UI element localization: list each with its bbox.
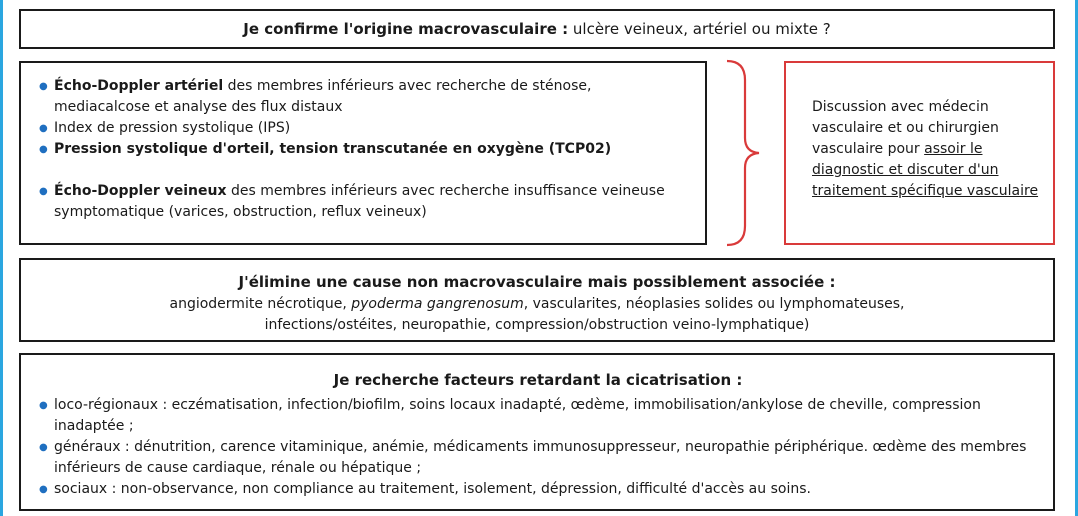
non-macrovascular-box: [19, 258, 1055, 342]
factor-local-text: loco-régionaux : eczématisation, infection/biofilm, soins locaux inadapté, œdème, immobilisation/ankylose de cheville, compression inadaptée ;: [54, 397, 981, 434]
exam-venous-doppler-text: des membres inférieurs avec recherche insuffisance veineuse symptomatique (varices, obstruction, reflux veineux): [54, 183, 665, 220]
causes-text-line2: infections/ostéites, neuropathie, compression/obstruction veino-lymphatique): [264, 317, 810, 333]
healing-factors-box: [19, 353, 1055, 511]
causes-text-a: angiodermite nécrotique,: [169, 296, 352, 312]
list-item: [37, 118, 691, 139]
list-item: [37, 479, 1039, 500]
exam-venous-doppler-label: Écho-Doppler veineux: [54, 183, 227, 199]
exam-arterial-doppler-text: des membres inférieurs avec recherche de sténose, mediacalcose et analyse des flux distaux: [54, 78, 592, 115]
non-macrovascular-title: J'élimine une cause non macrovasculaire mais possiblement associée :: [238, 273, 836, 291]
list-item: [37, 395, 1039, 437]
causes-text-italic: pyoderma gangrenosum: [351, 296, 524, 312]
healing-factors-title: Je recherche facteurs retardant la cicatrisation :: [333, 371, 743, 389]
bullet-icon: ●: [39, 144, 48, 155]
vascular-discussion-text: Discussion avec médecin vasculaire et ou chirurgien vasculaire pour: [812, 99, 999, 157]
bullet-icon: ●: [39, 81, 48, 92]
bullet-icon: ●: [39, 186, 48, 197]
confirm-origin-question: ulcère veineux, artériel ou mixte ?: [568, 20, 831, 38]
curly-brace-icon: [723, 58, 765, 248]
exam-ips-text: Index de pression systolique (IPS): [54, 120, 291, 136]
list-item: [37, 139, 691, 160]
causes-text-b: , vascularites, néoplasies solides ou lymphomateuses,: [523, 296, 905, 312]
confirm-origin-box: [19, 9, 1055, 49]
list-item: [37, 181, 691, 223]
list-item: [37, 437, 1039, 479]
bullet-icon: ●: [39, 123, 48, 134]
confirm-origin-title: Je confirme l'origine macrovasculaire :: [243, 20, 569, 38]
vascular-discussion-box: [784, 61, 1055, 245]
exam-toe-pressure-text: Pression systolique d'orteil, tension transcutanée en oxygène (TCP02): [54, 141, 612, 157]
exam-arterial-doppler-label: Écho-Doppler artériel: [54, 78, 224, 94]
bullet-icon: ●: [39, 484, 48, 495]
bullet-icon: ●: [39, 400, 48, 411]
factor-social-text: sociaux : non-observance, non compliance au traitement, isolement, dépression, difficulté d'accès au soins.: [54, 481, 811, 497]
bullet-icon: ●: [39, 442, 48, 453]
exams-box: [19, 61, 707, 245]
vascular-discussion-underlined: assoir le diagnostic et discuter d'un traitement spécifique vasculaire: [812, 141, 1039, 199]
left-edge-bar: [0, 0, 3, 516]
factor-general-text: généraux : dénutrition, carence vitaminique, anémie, médicaments immunosuppresseur, neuropathie périphérique. œdème des membres inférieurs de cause cardiaque, rénale ou hépatique ;: [54, 439, 1027, 476]
list-item: [37, 76, 691, 118]
